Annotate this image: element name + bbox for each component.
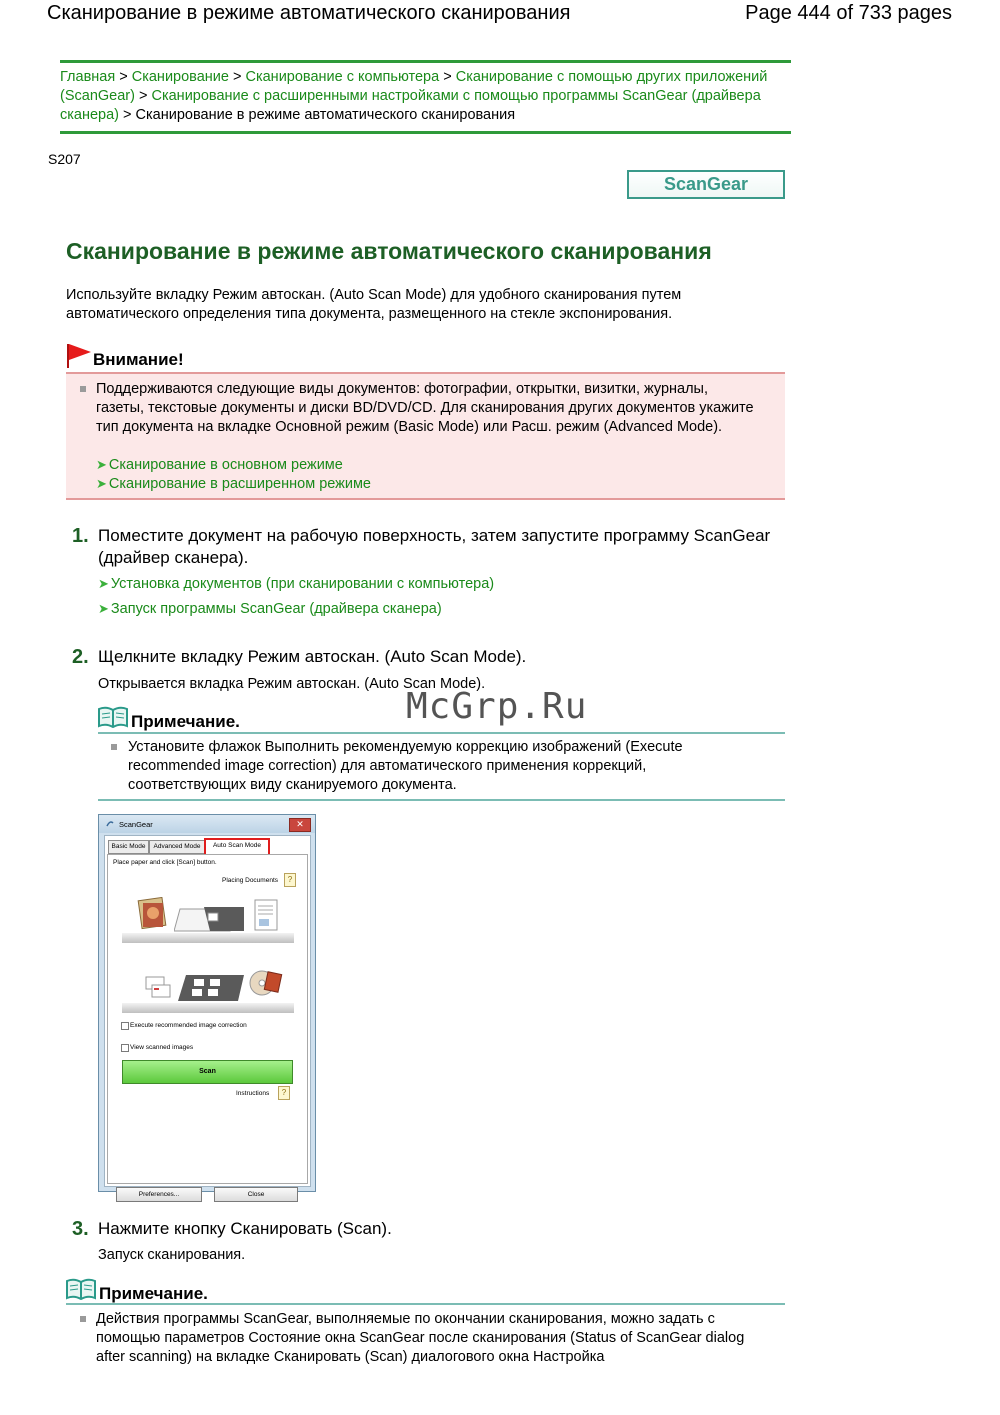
preferences-button[interactable]: Preferences... [116,1187,202,1202]
arrow-right-icon: ➤ [98,576,109,591]
note-2-label: Примечание. [99,1284,208,1303]
bullet-icon [111,744,117,750]
view-scanned-checkbox[interactable] [121,1044,129,1052]
auto-scan-panel [107,854,308,1198]
red-flag-icon [66,343,92,369]
note-1-top-rule [98,732,785,734]
warning-label: Внимание! [93,350,184,369]
page-counter: Page 444 of 733 pages [745,2,952,24]
book-icon [66,1278,96,1300]
placing-documents-label: Placing Documents [222,877,278,884]
scangear-badge: ScanGear [627,170,785,199]
breadcrumb-advanced-scangear[interactable]: Сканирование с расширенными настройками с помощью программы ScanGear (драйвера сканера) [60,88,761,123]
note-2-top-rule [66,1303,785,1305]
page-header [0,0,1000,30]
view-scanned-label: View scanned images [130,1044,194,1051]
scangear-app-icon [105,819,115,829]
dialog-body [104,835,311,1198]
instructions-label: Instructions [236,1090,270,1097]
step-1-number: 1. [72,525,89,547]
help-icon[interactable]: ? [278,1086,290,1100]
step-3-number: 3. [72,1218,89,1240]
step-1-text: Поместите документ на рабочую поверхность, затем запустите программу ScanGear (драйвер сканера). [98,526,771,567]
step-2-number: 2. [72,646,89,668]
tab-auto-scan-mode[interactable]: Auto Scan Mode [204,838,270,856]
watermark: McGrp.Ru [406,686,588,727]
execute-correction-checkbox[interactable] [121,1022,129,1030]
bullet-icon [80,1316,86,1322]
scangear-dialog [98,814,316,1198]
instruction-text: Place paper and click [Scan] button. [113,859,217,866]
tab-basic-mode[interactable]: Basic Mode [108,840,149,854]
dialog-titlebar [99,815,315,833]
link-basic-mode[interactable]: ➤ Сканирование в основном режиме [96,457,343,473]
note-1-label: Примечание. [131,712,240,731]
scan-button[interactable]: Scan [122,1060,293,1084]
arrow-right-icon: ➤ [96,476,107,491]
book-icon [98,706,128,728]
disc-photos-icon [248,967,284,1001]
tab-advanced-mode[interactable]: Advanced Mode [149,840,205,854]
dialog-title: ScanGear [119,820,153,829]
step-2-text: Щелкните вкладку Режим автоскан. (Auto Scan Mode). [98,647,527,666]
page-title: Сканирование в режиме автоматического сканирования [66,238,712,264]
close-button[interactable]: Close [214,1187,298,1202]
arrow-right-icon: ➤ [96,457,107,472]
step-3-text: Нажмите кнопку Сканировать (Scan). [98,1219,392,1238]
photo-stack-icon [136,897,170,931]
note-1-bottom-rule [98,799,785,801]
scanner-glass-multi-icon [178,973,244,1003]
breadcrumb-scanning-other-apps[interactable]: Сканирование с помощью других приложений (ScanGear) [60,69,768,104]
link-placing-documents[interactable]: ➤ Установка документов (при сканировании с компьютера) [98,576,495,592]
breadcrumb-home[interactable]: Главная [60,69,116,85]
step-3-subtext: Запуск сканирования. [98,1247,246,1263]
bullet-icon [80,386,86,392]
shelf [122,1003,294,1013]
warning-text: Поддерживаются следующие виды документов: фотографии, открытки, визитки, журналы, газеты, текстовые документы и диски BD/DVD/CD. Для сканирования других документов укажите тип документа на вкладке Основной режим (Basic Mode) или Расш. режим (Advanced Mode). [96,381,754,435]
business-cards-icon [144,975,174,1001]
execute-correction-label: Execute recommended image correction [130,1022,247,1029]
warning-box [66,372,785,500]
breadcrumb: Главная > Сканирование > Сканирование с компьютера > Сканирование с помощью других приложений (ScanGear) > Сканирование с расширенными настройками с помощью программы ScanGear (драйвера сканера) > Сканирование в режиме автоматического сканирования [60,60,791,134]
document-icon [253,899,279,931]
note-1-text: Установите флажок Выполнить рекомендуемую коррекцию изображений (Execute recommended image correction) для автоматического применения коррекций, соответствующих виду сканируемого документа. [128,739,683,793]
breadcrumb-scanning[interactable]: Сканирование [131,69,229,85]
page-header-title: Сканирование в режиме автоматического сканирования [47,2,571,24]
breadcrumb-current: Сканирование в режиме автоматического сканирования [135,107,516,123]
arrow-right-icon: ➤ [98,601,109,616]
breadcrumb-scanning-from-computer[interactable]: Сканирование с компьютера [245,69,440,85]
close-icon[interactable]: ✕ [289,818,311,832]
shelf [122,933,294,943]
link-advanced-mode[interactable]: ➤ Сканирование в расширенном режиме [96,476,371,492]
intro-text: Используйте вкладку Режим автоскан. (Auto Scan Mode) для удобного сканирования путем автоматического определения типа документа, размещенного на стекле экспонирования. [66,287,682,322]
help-icon[interactable]: ? [284,873,296,887]
note-2-text: Действия программы ScanGear, выполняемые по окончании сканирования, можно задать с помощью параметров Состояние окна ScanGear после сканирования (Status of ScanGear dialog after scanning) на вкладке Сканировать (Scan) диалогового окна Настройка [96,1311,745,1365]
scanner-glass-icon [174,905,244,933]
section-code: S207 [48,151,81,167]
link-start-scangear[interactable]: ➤ Запуск программы ScanGear (драйвера сканера) [98,601,442,617]
step-2-subtext: Открывается вкладка Режим автоскан. (Auto Scan Mode). [98,676,486,692]
